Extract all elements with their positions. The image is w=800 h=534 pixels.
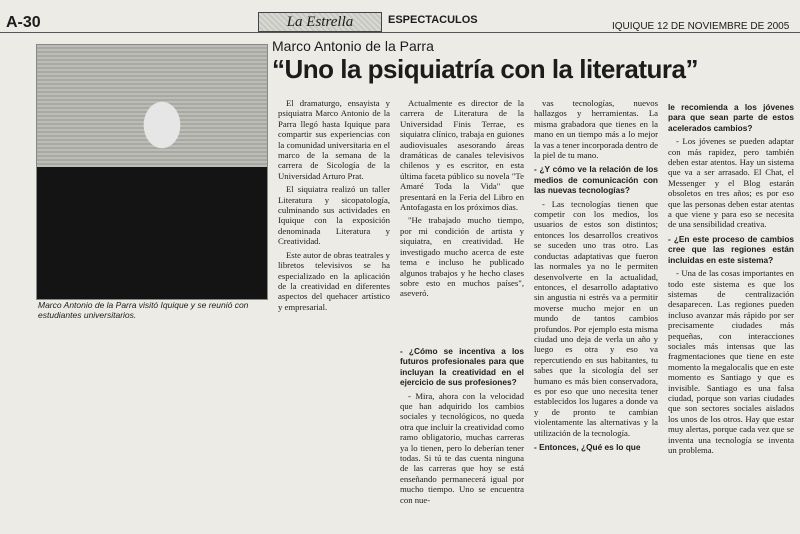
article-column-1 bbox=[278, 98, 390, 328]
portrait-photo bbox=[36, 44, 268, 300]
paragraph: Este autor de obras teatrales y libretos televisivos se ha especializado en la aplicación de la creatividad en diferentes aspectos del quehacer artístico y empresarial. bbox=[278, 249, 390, 312]
interview-question: - ¿Cómo se incentiva a los futuros profesionales para que incluyan la creatividad en el ejercicio de sus profesiones? bbox=[400, 346, 524, 388]
section-label: ESPECTACULOS bbox=[388, 14, 478, 26]
paragraph: El dramaturgo, ensayista y psiquiatra Marco Antonio de la Parra llegó hasta Iquique para compartir sus experiencias con la comunidad universitaria en el marco de la semana de la carrera de Sicología de la Universidad Arturo Prat. bbox=[278, 98, 390, 181]
paragraph: Actualmente es director de la carrera de Literatura de la Universidad Finis Terrae, es siquiatra clínico, trabaja en guiones audiovisuales asesorando áreas dramáticas de canales televisivos chilenos y es escritor, en esta última faceta público su novela "Te Amaré Toda la Vida" que presentará en la Feria del Libro en Antofagasta en los próximos días. bbox=[400, 98, 524, 213]
newspaper-logo: La Estrella bbox=[258, 12, 382, 32]
interview-answer: - Mira, ahora con la velocidad que han adquirido los cambios sociales y tecnológicos, no queda otra que incluir la creatividad como ramo obligatorio, muchas carreras ya lo tienen, pero lo deberían tener todas. Si tú te das cuenta ninguna de las carreras que hoy se está enseñando permanecerá igual por mucho tiempo. Uno se encuentra con nue- bbox=[400, 390, 524, 505]
article-headline: “Uno la psiquiatría con la literatura” bbox=[272, 54, 698, 84]
interview-answer: - Las tecnologías tienen que competir con los medios, los usuarios de estos son distintos; entonces los desarrollos creativos se suceden uno tras otro. Las conductas adaptativas que fueron las normales ya no le permiten desenvolverte en la actualidad, entonces, el desarrollo adaptativo sin angustia ni estrés va a permitir moverse mucho mejor en un mundo de tantos cambios profundos. Por ejemplo esta misma ciudad uno deja de verla un año y luego es otra y eso va repercutiendo en sus habitantes, tu sabes que la sicología del ser humano es más bien conservadora, es por eso que uno necesita tener establecidos los lugares a donde va y de pronto te cambian violentamente las alternativas y la utilización de la tecnología. bbox=[534, 198, 658, 438]
article-column-2 bbox=[400, 98, 524, 334]
article-byline: Marco Antonio de la Parra bbox=[272, 38, 434, 54]
dateline: IQUIQUE 12 DE NOVIEMBRE DE 2005 bbox=[612, 21, 790, 32]
article-column-4 bbox=[668, 98, 794, 530]
interview-question-start: - Entonces, ¿Qué es lo que bbox=[534, 442, 641, 452]
interview-question: le recomienda a los jóvenes para que sean parte de estos acelerados cambios? bbox=[668, 102, 794, 133]
article-column-3 bbox=[534, 98, 658, 530]
paragraph: El siquiatra realizó un taller Literatura y sicopatología, culminando sus actividades en Iquique con la exposición denominada Literatura y Creatividad. bbox=[278, 184, 390, 247]
masthead-rule bbox=[0, 32, 800, 33]
interview-question: - ¿En este proceso de cambios cree que las regiones están incluidas en este sistema? bbox=[668, 233, 794, 265]
interview-question: - ¿Y cómo ve la relación de los medios de comunicación con las nuevas tecnologías? bbox=[534, 164, 658, 196]
interview-answer: - Una de las cosas importantes en todo este sistema es que los sistemas de centralización desaparecen. Las regiones pueden incluso avanzar más rápido por ser precisamente ciudades más pequeñas, con interacciones sociales más intensas que las fragmentaciones que tiene en este momento la megalocalis que en este momento es Santiago y que es invisible. Santiago es una falsa ciudad, porque son varias ciudades que son sectores sociales aislados los unos de los otros. Hay que estar muy alertas, porque cada vez que se inventa una tecnología se inventa un problema. bbox=[668, 268, 794, 455]
interview-answer: - Los jóvenes se pueden adaptar con más rapidez, pero también deben estar atentos. Hay un sistema que va a ser arrasado. El Chat, el Messenger y el Blog estarán obsoletos en tres años; es por eso que las personas deben estar atentas a que viene y para eso se necesita de una sensibilidad creativa. bbox=[668, 136, 794, 230]
page-number: A-30 bbox=[6, 14, 41, 31]
paragraph: "He trabajado mucho tiempo, por mi condición de artista y siquiatra, en creatividad. He investigado mucho acerca de este tema e incluso he publicado algunos trabajos y he hecho clases sobre esto en muchos países", aseveró. bbox=[400, 215, 524, 299]
paragraph: vas tecnologías, nuevos hallazgos y herramientas. La misma grabadora que tienes en la mano en un tiempo más a lo mejor la vas a tener incorporada dentro de la piel de tu mano. bbox=[534, 98, 658, 161]
article-column-2-lower bbox=[400, 342, 524, 534]
photo-caption: Marco Antonio de la Parra visitó Iquique y se reunió con estudiantes universitarios. bbox=[38, 300, 249, 320]
